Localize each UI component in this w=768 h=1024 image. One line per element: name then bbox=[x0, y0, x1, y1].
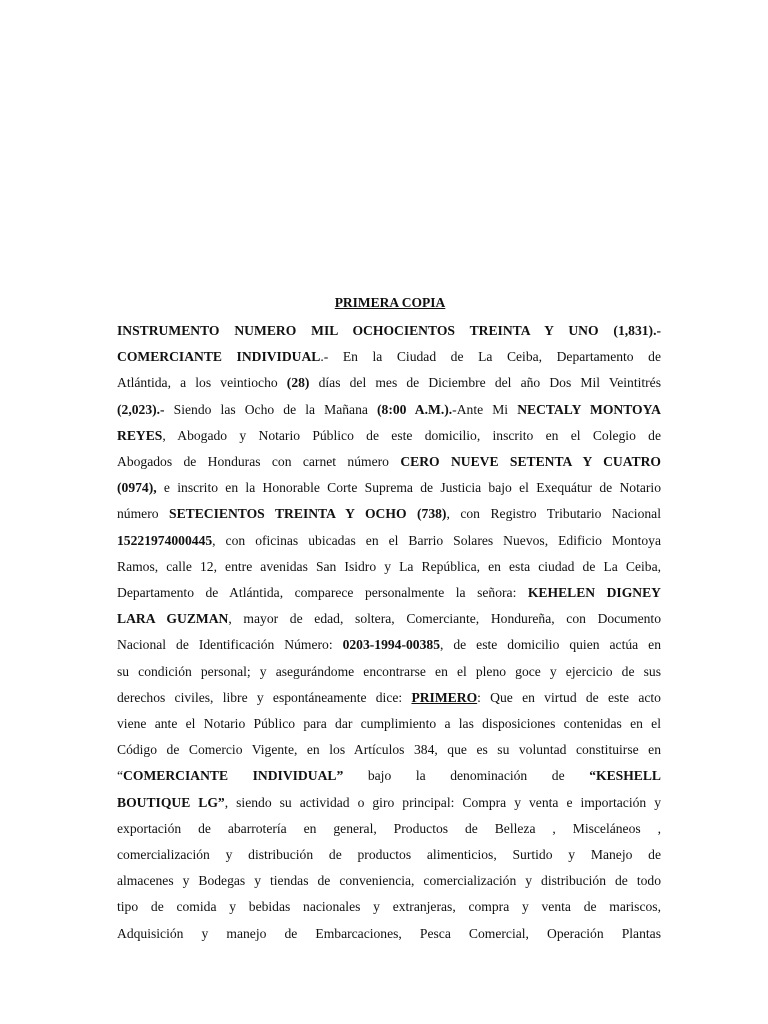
bold-text: NECTALY MONTOYA bbox=[517, 401, 661, 417]
bold-text: (8:00 A.M.). bbox=[377, 401, 453, 417]
body-line bbox=[117, 580, 661, 606]
body-line bbox=[117, 528, 661, 554]
text-run: Nacional de Identificación Número: bbox=[117, 637, 343, 653]
text-run: Abogados de Honduras con carnet número bbox=[117, 454, 401, 470]
body-line bbox=[117, 894, 661, 920]
body-line bbox=[117, 501, 661, 527]
body-line bbox=[117, 790, 661, 816]
text-run: , con Registro Tributario Nacional bbox=[446, 506, 661, 522]
bold-text: (28) bbox=[286, 375, 310, 391]
text-run: exportación de abarrotería en general, Productos de Belleza , Misceláneos , bbox=[117, 820, 661, 836]
bold-text: “KESHELL bbox=[589, 768, 661, 784]
text-run: , Abogado y Notario Público de este domicilio, inscrito en el Colegio de bbox=[162, 427, 661, 443]
body-line bbox=[117, 423, 661, 449]
document-body bbox=[117, 318, 661, 947]
text-run: , mayor de edad, soltera, Comerciante, Hondureña, con Documento bbox=[228, 611, 661, 627]
body-line bbox=[117, 737, 661, 763]
body-line bbox=[117, 659, 661, 685]
text-run: -Ante Mi bbox=[452, 401, 518, 417]
text-run: : Que en virtud de este acto bbox=[477, 689, 661, 705]
bold-text: COMERCIANTE INDIVIDUAL” bbox=[123, 768, 344, 784]
text-run: número bbox=[117, 506, 170, 522]
bold-text: (2,023).- bbox=[117, 401, 165, 417]
text-run: Departamento de Atlántida, comparece personalmente la señora: bbox=[117, 585, 528, 601]
body-line bbox=[117, 370, 661, 396]
text-run: derechos civiles, libre y espontáneamente dice: bbox=[117, 689, 412, 705]
body-line bbox=[117, 711, 661, 737]
body-line bbox=[117, 318, 661, 344]
body-line bbox=[117, 475, 661, 501]
body-line bbox=[117, 344, 661, 370]
body-line bbox=[117, 685, 661, 711]
body-line bbox=[117, 763, 661, 789]
text-run: almacenes y Bodegas y tiendas de conveniencia, comercialización y distribución de todo bbox=[117, 873, 661, 889]
body-line bbox=[117, 868, 661, 894]
body-line bbox=[117, 816, 661, 842]
body-line bbox=[117, 397, 661, 423]
text-run: Siendo las Ocho de la Mañana bbox=[164, 401, 377, 417]
body-line bbox=[117, 554, 661, 580]
text-run: días del mes de Diciembre del año Dos Mil Veintitrés bbox=[309, 375, 661, 391]
bold-text: COMERCIANTE INDIVIDUAL bbox=[117, 349, 321, 365]
text-run: , de este domicilio quien actúa en bbox=[440, 637, 661, 653]
text-run: Atlántida, a los veintiocho bbox=[117, 375, 287, 391]
body-line bbox=[117, 921, 661, 947]
bold-text: SETECIENTOS TREINTA Y OCHO (738) bbox=[169, 506, 447, 522]
body-line bbox=[117, 606, 661, 632]
text-run: , siendo su actividad o giro principal: Compra y venta e importación y bbox=[224, 794, 661, 810]
text-run: comercialización y distribución de productos alimenticios, Surtido y Manejo de bbox=[117, 847, 661, 863]
bold-text: CERO NUEVE SETENTA Y CUATRO bbox=[400, 454, 662, 470]
bold-text: REYES bbox=[117, 427, 163, 443]
text-run: su condición personal; y asegurándome encontrarse en el pleno goce y ejercicio de sus bbox=[117, 663, 661, 679]
text-run: Ramos, calle 12, entre avenidas San Isidro y La República, en esta ciudad de La Ceiba, bbox=[117, 558, 661, 574]
bold-text: LARA GUZMAN bbox=[117, 611, 229, 627]
text-run: bajo la denominación de bbox=[343, 768, 590, 784]
bold-text: 0203-1994-00385 bbox=[342, 637, 440, 653]
text-run: e inscrito en la Honorable Corte Suprema de Justicia bajo el Exequátur de Notario bbox=[156, 480, 661, 496]
text-run: tipo de comida y bebidas nacionales y extranjeras, compra y venta de mariscos, bbox=[117, 899, 661, 915]
bold-text: PRIMERO bbox=[411, 689, 478, 705]
text-run: Adquisición y manejo de Embarcaciones, Pesca Comercial, Operación Plantas bbox=[117, 925, 661, 941]
bold-text: 15221974000445 bbox=[117, 532, 213, 548]
bold-text: (0974), bbox=[117, 480, 157, 496]
bold-text: KEHELEN DIGNEY bbox=[527, 585, 661, 601]
body-line bbox=[117, 449, 661, 475]
text-run: Código de Comercio Vigente, en los Artículos 384, que es su voluntad constituirse en bbox=[117, 742, 661, 758]
text-run: .- En la Ciudad de La Ceiba, Departamento de bbox=[320, 349, 661, 365]
body-line bbox=[117, 632, 661, 658]
text-run: “ bbox=[117, 768, 124, 784]
bold-text: BOUTIQUE LG” bbox=[117, 794, 225, 810]
text-run: viene ante el Notario Público para dar cumplimiento a las disposiciones contenidas en el bbox=[117, 716, 661, 732]
text-run: , con oficinas ubicadas en el Barrio Solares Nuevos, Edificio Montoya bbox=[212, 532, 661, 548]
document-title: PRIMERA COPIA bbox=[334, 295, 446, 310]
bold-text: INSTRUMENTO NUMERO MIL OCHOCIENTOS TREINTA Y UNO (1,831).- bbox=[117, 323, 661, 338]
body-line bbox=[117, 842, 661, 868]
